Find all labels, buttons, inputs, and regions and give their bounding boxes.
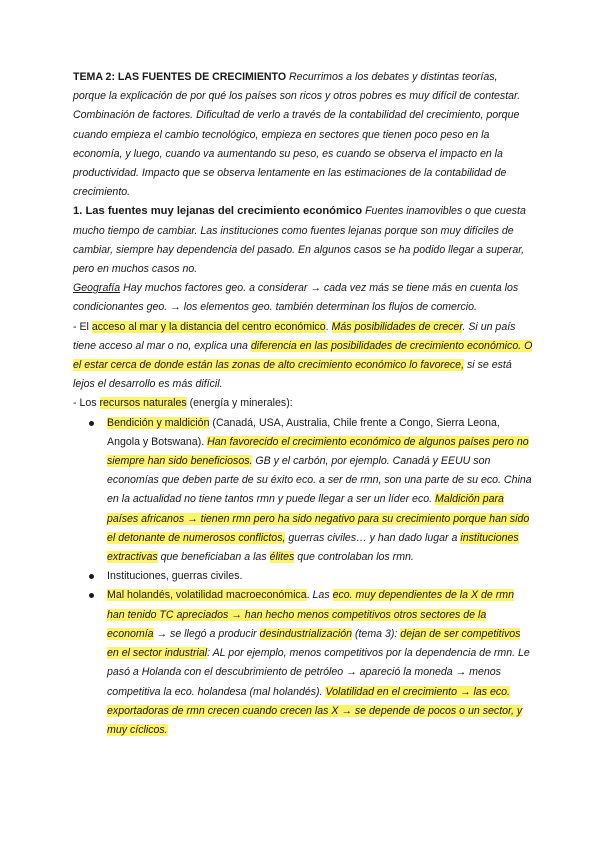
bendicion-highlight-a: Han favorecido el crecimiento económico de algunos países pero no siempre han sido beneficiosos.: [107, 435, 529, 468]
section-1-heading: 1. Las fuentes muy lejanas del crecimiento económico: [73, 205, 363, 218]
intro-paragraph: [73, 68, 533, 202]
mar-dot: .: [325, 320, 329, 333]
recursos-suffix: (energía y minerales):: [189, 397, 293, 410]
bendicion-text-b: guerras civiles… y han dado lugar a: [288, 531, 458, 544]
holandes-highlight-c: dejan de ser competitivos en el sector industrial: [107, 627, 521, 660]
section-1-text: Fuentes inamovibles o que cuesta mucho tiempo de cambiar. Las instituciones como fuentes lejanas porque son muy difíciles de cambiar, siempre hay dependencia del pasado. En algunos casos se ha podido llegar a superar, pero en muchos casos no.: [73, 205, 526, 276]
bullet-list: [73, 414, 533, 740]
recursos-paragraph: [73, 394, 533, 413]
mar-highlight-3: diferencia en las posibilidades de crecimiento económico. O el estar cerca de donde están las zonas de alto crecimiento económico lo favorece,: [73, 339, 533, 372]
holandes-highlight-b: desindustrialización: [259, 627, 352, 640]
instituciones-text: Instituciones, guerras civiles.: [107, 570, 243, 583]
mar-text-2: si se está lejos el desarrollo es más difícil.: [73, 359, 512, 391]
geografia-text: Hay muchos factores geo. a considerar → cada vez más se tiene más en cuenta los condicionantes geo. → los elementos geo. también determinan los flujos de comercio.: [73, 282, 519, 314]
acceso-mar-paragraph: [73, 318, 533, 395]
bendicion-text-d: que controlaban los rmn.: [297, 551, 414, 564]
holandes-text-b: → se llegó a producir: [156, 627, 257, 640]
mar-highlight-2: Más posibilidades de crecer: [331, 320, 463, 333]
bendicion-text-a: GB y el carbón, por ejemplo. Canadá y EEUU son economías que deben parte de su éxito eco. a ser de rmn, son una parte de su eco. China en la actualidad no tiene tantos rmn y puede llegar a ser un líder eco.: [107, 455, 532, 506]
bendicion-highlight-b: Maldición para países africanos → tienen rmn pero ha sido negativo para su crecimiento porque han sido el detonante de numerosos conflictos,: [107, 493, 530, 544]
geografia-paragraph: [73, 279, 533, 317]
holandes-text-a: Las: [312, 589, 330, 602]
bendicion-countries: (Canadá, USA, Australia, Chile frente a Congo, Sierra Leona, Angola y Botswana).: [107, 416, 500, 448]
bendicion-highlight-c: instituciones extractivas: [107, 531, 519, 564]
mar-prefix: - El: [73, 320, 89, 333]
tema-title: TEMA 2: LAS FUENTES DE CRECIMIENTO: [73, 71, 287, 83]
bullet-bendicion: [73, 414, 533, 568]
holandes-highlight-d: Volatilidad en el crecimiento → las eco. exportadoras de rmn crecen cuando crecen las X → se depende de pocos o un sector, y muy cíclicos.: [107, 685, 523, 736]
recursos-prefix: - Los: [73, 397, 97, 410]
bendicion-highlight-d: élites: [269, 551, 295, 564]
mar-highlight-1: acceso al mar y la distancia del centro económico: [91, 320, 326, 333]
mar-text-1: . Si un país tiene acceso al mar o no, explica una: [73, 320, 516, 352]
holandes-title: Mal holandés, volatilidad macroeconómica: [107, 589, 307, 602]
bendicion-title: Bendición y maldición: [107, 416, 210, 429]
holandes-dot: .: [306, 589, 310, 602]
bendicion-text-c: que beneficiaban a las: [160, 551, 267, 564]
document-body: [73, 68, 533, 740]
holandes-highlight-a: eco. muy dependientes de la X de rmn han tenido TC apreciados → han hecho menos competitivos otros sectores de la economía: [107, 589, 514, 640]
recursos-highlight: recursos naturales: [99, 397, 187, 410]
section-1-paragraph: [73, 202, 533, 279]
holandes-text-c: (tema 3):: [354, 627, 398, 640]
geografia-label: Geografía: [73, 282, 121, 295]
bullet-instituciones: [73, 567, 533, 586]
holandes-text-d: : AL por ejemplo, menos competitivos por la dependencia de rmn. Le pasó a Holanda con el descubrimiento de petróleo → apareció la moneda → menos competitiva la eco. holandesa (mal holandés).: [107, 647, 530, 698]
bullet-mal-holandes: [73, 586, 533, 740]
intro-text: Recurrimos a los debates y distintas teorías, porque la explicación de por qué los países son ricos y otros pobres es muy difícil de contestar. Combinación de factores. Dificultad de verlo a través de la contabilidad del crecimiento, porque cuando empieza el cambio tecnológico, empieza en sectores que tienen poco peso en la economía, y luego, cuando va aumentando su peso, es cuando se observa el impacto en la productividad. Impacto que se observa lentamente en las estimaciones de la contabilidad de crecimiento.: [73, 71, 521, 199]
